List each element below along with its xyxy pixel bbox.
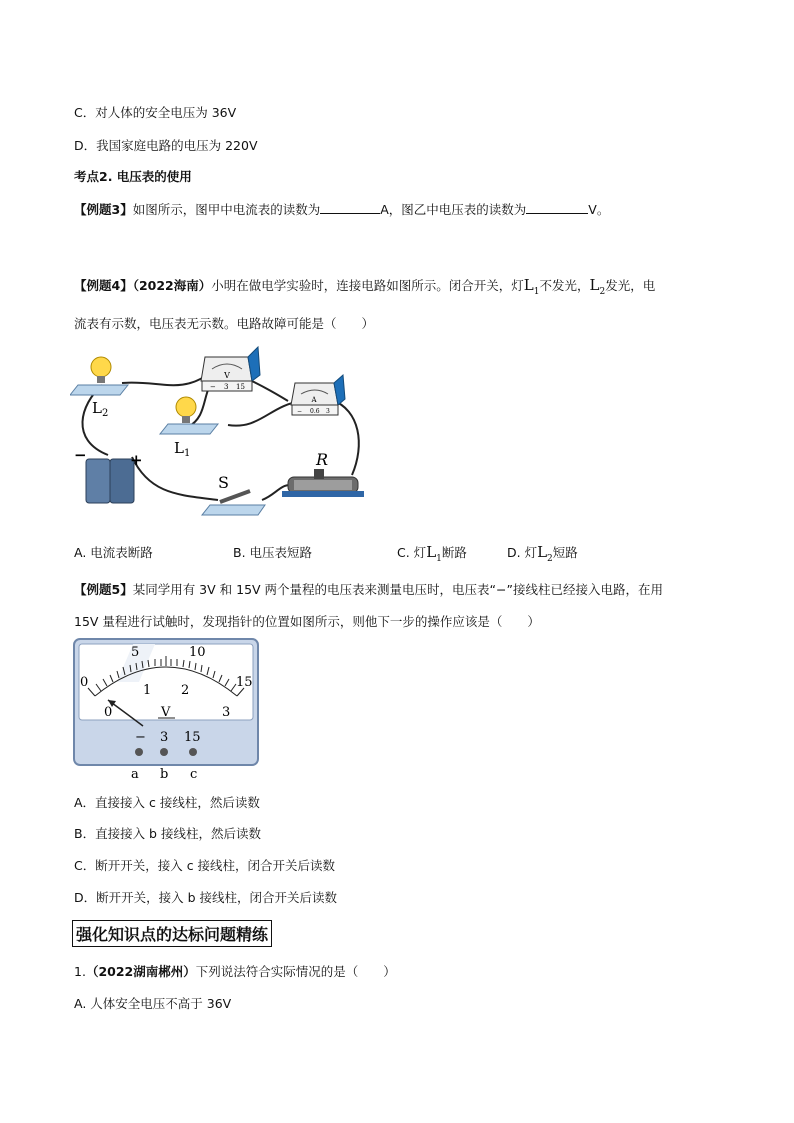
meter-term-minus: − bbox=[135, 730, 146, 745]
ex5-option-c: C．断开开关，接入 c 接线柱，闭合开关后读数 bbox=[74, 858, 336, 873]
switch-label: S bbox=[218, 473, 229, 492]
meter-term-15: 15 bbox=[184, 730, 201, 745]
ex4-option-a: A. 电流表断路 bbox=[74, 545, 153, 560]
ex4-option-b: B. 电压表短路 bbox=[233, 545, 313, 560]
outer-scale-15: 15 bbox=[236, 675, 253, 690]
terminal-letter-c: c bbox=[190, 767, 198, 781]
example3-line bbox=[74, 200, 609, 218]
section-title: 强化知识点的达标问题精练 bbox=[72, 920, 272, 947]
ex5-option-a: A．直接接入 c 接线柱，然后读数 bbox=[74, 795, 260, 810]
terminal-letter-a: a bbox=[131, 767, 139, 781]
example4-line1 bbox=[74, 276, 655, 297]
inner-scale-2: 2 bbox=[181, 683, 190, 698]
question1-option-a: A. 人体安全电压不高于 36V bbox=[74, 996, 232, 1011]
example4-text-b: 不发光， bbox=[539, 278, 590, 293]
prev-option-c: C．对人体的安全电压为 36V bbox=[74, 105, 237, 120]
kaodian-heading: 考点2. 电压表的使用 bbox=[74, 169, 192, 184]
example4-text-a: 小明在做电学实验时，连接电路如图所示。闭合开关，灯 bbox=[211, 278, 524, 293]
question1-number: 1. bbox=[74, 964, 86, 979]
ammeter-term-06: 0.6 bbox=[310, 408, 320, 415]
outer-scale-0: 0 bbox=[80, 675, 89, 690]
ammeter-term-3: 3 bbox=[326, 408, 330, 415]
ammeter-term-minus: − bbox=[297, 408, 303, 415]
meter-unit: V bbox=[161, 705, 171, 720]
terminal-letter-b: b bbox=[160, 767, 169, 781]
answer-blank-2[interactable] bbox=[526, 201, 588, 214]
example4-source: （2022海南） bbox=[132, 278, 212, 293]
rheostat-label: R bbox=[316, 450, 329, 469]
voltmeter-term-15: 15 bbox=[236, 383, 245, 391]
example4-tag: 【例题4】 bbox=[74, 278, 133, 293]
example4-text-c: 发光，电 bbox=[605, 278, 656, 293]
example3-text-c: V。 bbox=[588, 202, 610, 217]
switch bbox=[202, 473, 265, 515]
voltmeter-face bbox=[73, 638, 261, 781]
voltmeter-symbol: V bbox=[224, 371, 230, 380]
meter-term-3: 3 bbox=[160, 730, 169, 745]
battery bbox=[74, 446, 143, 503]
inner-scale-0: 0 bbox=[104, 705, 113, 720]
voltmeter-term-3: 3 bbox=[224, 383, 229, 391]
voltmeter-term-minus: − bbox=[210, 383, 216, 391]
ex4-option-d: D. 灯$L_2$短路 bbox=[507, 543, 578, 564]
prev-option-d: D．我国家庭电路的电压为 220V bbox=[74, 138, 258, 153]
lamp-l1 bbox=[160, 397, 218, 459]
example5-line2: 15V 量程进行试触时，发现指针的位置如图所示，则他下一步的操作应该是（ ） bbox=[74, 614, 540, 629]
example5-line1 bbox=[74, 580, 663, 598]
ex4-option-c: C. 灯$L_1$断路 bbox=[397, 543, 467, 564]
battery-minus: − bbox=[74, 446, 87, 464]
lamp-l2-label: $L_2$ bbox=[92, 399, 109, 419]
lamp-symbol-l2: $L_2$ bbox=[589, 276, 606, 297]
outer-scale-10: 10 bbox=[189, 645, 206, 660]
example4-line2: 流表有示数，电压表无示数。电路故障可能是（ ） bbox=[74, 316, 375, 331]
answer-blank-1[interactable] bbox=[320, 201, 380, 214]
question1-source: （2022湖南郴州） bbox=[85, 964, 196, 979]
question1-text: 下列说法符合实际情况的是（ ） bbox=[195, 964, 396, 979]
voltmeter bbox=[201, 347, 260, 391]
circuit-diagram bbox=[70, 345, 370, 523]
example3-text-b: A，图乙中电压表的读数为 bbox=[380, 202, 527, 217]
battery-plus: + bbox=[130, 451, 143, 469]
example5-text-a: 某同学用有 3V 和 15V 两个量程的电压表来测量电压时，电压表“−”接线柱已经接入电路，在用 bbox=[132, 582, 663, 597]
example3-text-a: 如图所示，图甲中电流表的读数为 bbox=[132, 202, 321, 217]
ex5-option-b: B．直接接入 b 接线柱，然后读数 bbox=[74, 826, 261, 841]
lamp-l1-label: $L_1$ bbox=[174, 439, 191, 459]
example5-tag: 【例题5】 bbox=[74, 582, 133, 597]
inner-scale-3: 3 bbox=[222, 705, 231, 720]
outer-scale-5: 5 bbox=[131, 645, 140, 660]
question1-line bbox=[74, 962, 396, 980]
ex5-option-d: D．断开开关，接入 b 接线柱，闭合开关后读数 bbox=[74, 890, 338, 905]
ammeter-symbol: A bbox=[311, 396, 317, 404]
inner-scale-1: 1 bbox=[143, 683, 152, 698]
example3-tag: 【例题3】 bbox=[74, 202, 133, 217]
ammeter bbox=[291, 375, 345, 415]
lamp-l2 bbox=[70, 357, 128, 419]
lamp-symbol-l1: $L_1$ bbox=[523, 276, 540, 297]
